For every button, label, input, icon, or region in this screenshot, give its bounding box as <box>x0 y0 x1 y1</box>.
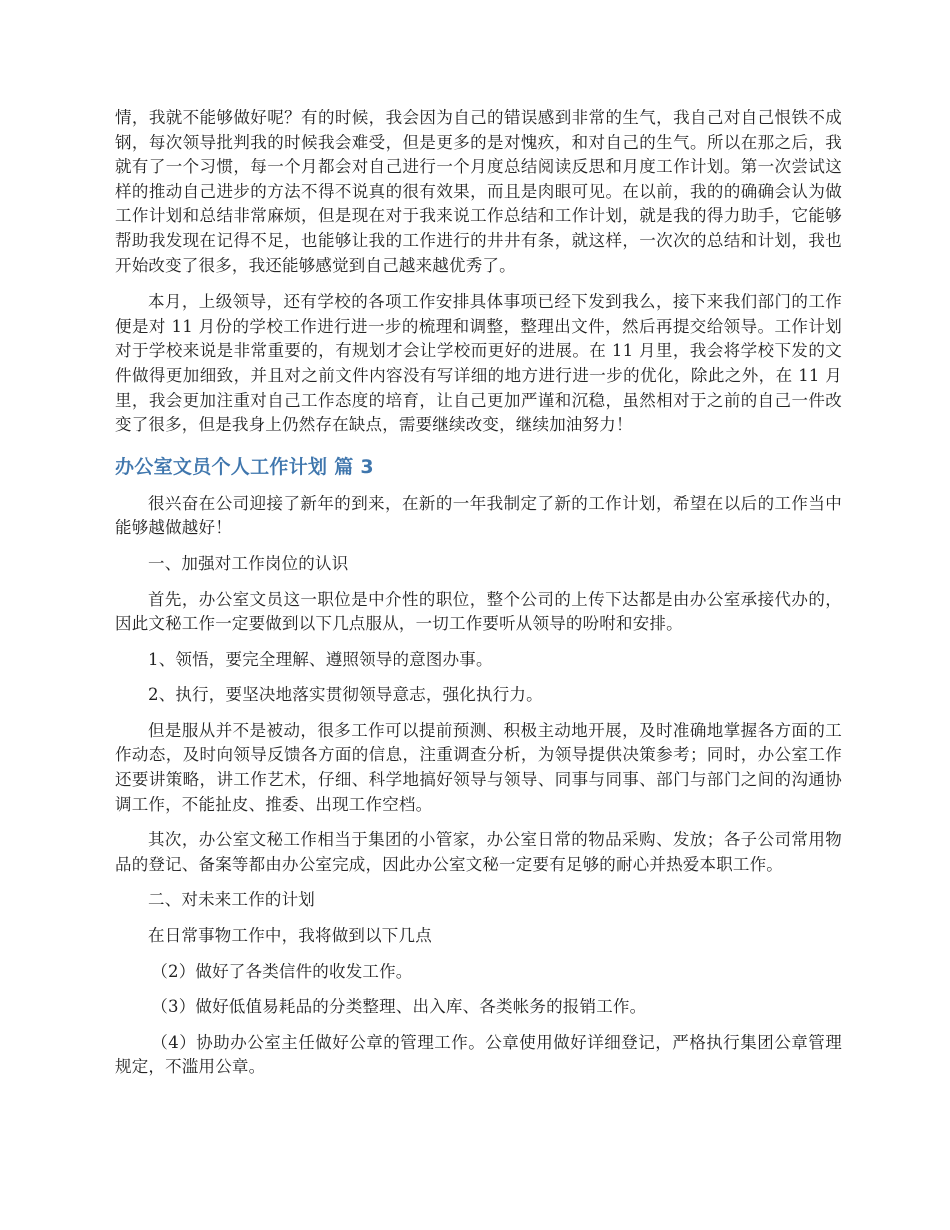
body-paragraph: 在日常事物工作中，我将做到以下几点 <box>148 926 432 946</box>
list-item: 2、执行，要坚决地落实贯彻领导意志，强化执行力。 <box>148 685 543 705</box>
list-item: 1、领悟，要完全理解、遵照领导的意图办事。 <box>148 649 493 669</box>
body-paragraph: 其次，办公室文秘工作相当于集团的小管家，办公室日常的物品采购、发放；各子公司常用物品的登记、备案等都由办公室完成，因此办公室文秘一定要有足够的耐心并热爱本职工作。 <box>115 830 842 874</box>
list-item: （4）协助办公室主任做好公章的管理工作。公章使用做好详细登记，严格执行集团公章管理规定，不滥用公章。 <box>115 1032 842 1077</box>
list-item: （3）做好低值易耗品的分类整理、出入库、各类帐务的报销工作。 <box>151 997 647 1017</box>
list-item: （2）做好了各类信件的收发工作。 <box>151 961 413 981</box>
body-paragraph: 但是服从并不是被动，很多工作可以提前预测、积极主动地开展，及时准确地掌握各方面的工作动态，及时向领导反馈各方面的信息，注重调查分析，为领导提供决策参考；同时，办公室工作还要讲策略，讲工作艺术，仔细、科学地搞好领导与领导、同事与同事、部门与部门之间的沟通协调工作，不能扯皮、推委、出现工作空档。 <box>115 720 842 814</box>
body-paragraph: 很兴奋在公司迎接了新年的到来，在新的一年我制定了新的工作计划，希望在以后的工作当中能够越做越好！ <box>115 493 842 538</box>
section-subheading: 二、对未来工作的计划 <box>148 890 315 910</box>
body-paragraph: 情，我就不能够做好呢？有的时候，我会因为自己的错误感到非常的生气，我自己对自己恨铁不成钢，每次领导批判我的时候我会难受，但是更多的是对愧疚，和对自己的生气。所以在那之后，我就有了一个习惯，每一个月都会对自己进行一个月度总结阅读反思和月度工作计划。第一次尝试这样的推动自己进步的方法不得不说真的很有效果，而且是肉眼可见。在以前，我的的确确会认为做工作计划和总结非常麻烦，但是现在对于我来说工作总结和工作计划，就是我的得力助手，它能够帮助我发现在记得不足，也能够让我的工作进行的井井有条，就这样，一次次的总结和计划，我也开始改变了很多，我还能够感觉到自己越来越优秀了。 <box>115 108 842 275</box>
section-heading: 办公室文员个人工作计划 篇 3 <box>115 455 374 478</box>
section-subheading: 一、加强对工作岗位的认识 <box>148 553 349 573</box>
document-page <box>115 106 842 1080</box>
body-paragraph: 首先，办公室文员这一职位是中介性的职位，整个公司的上传下达都是由办公室承接代办的，因此文秘工作一定要做到以下几点服从，一切工作要听从领导的吩咐和安排。 <box>115 589 842 634</box>
body-paragraph: 本月，上级领导，还有学校的各项工作安排具体事项已经下发到我么，接下来我们部门的工作便是对 11 月份的学校工作进行进一步的梳理和调整，整理出文件，然后再提交给领导。工作计划对于学校来说是非常重要的，有规划才会让学校而更好的进展。在 11 月里，我会将学校下发的文件做得更加细致，并且对之前文件内容没有写详细的地方进行进一步的优化，除此之外，在 11 月里，我会更加注重对自己工作态度的培育，让自己更加严谨和沉稳，虽然相对于之前的自己一件改变了很多，但是我身上仍然存在缺点，需要继续改变，继续加油努力！ <box>115 292 842 435</box>
